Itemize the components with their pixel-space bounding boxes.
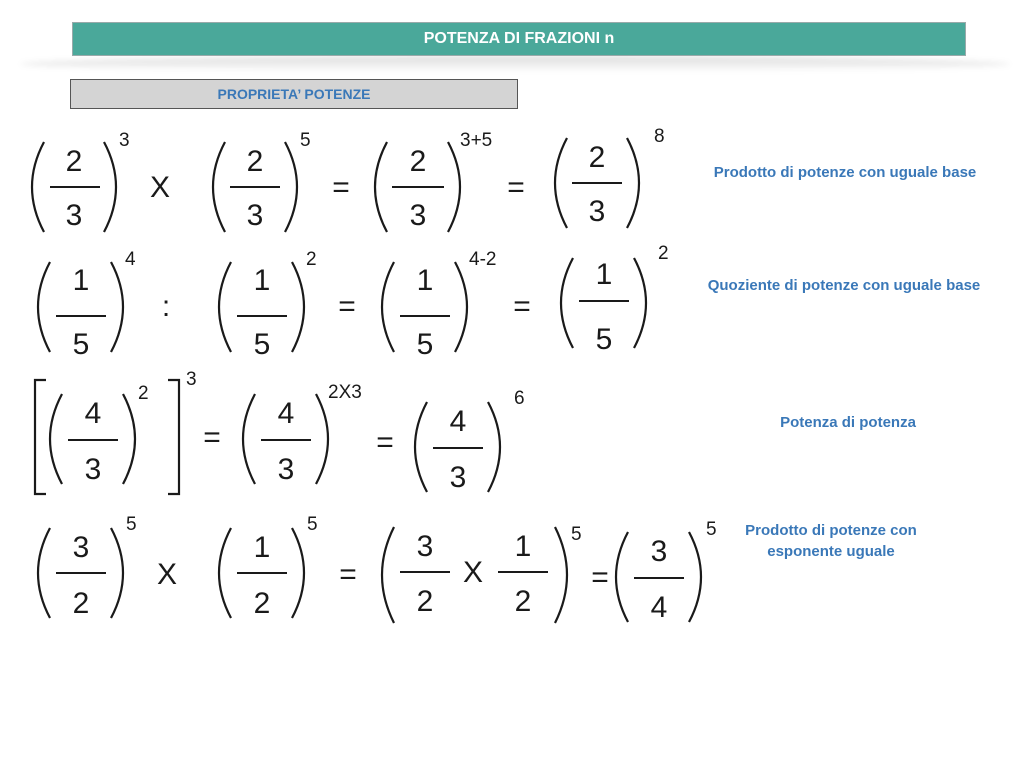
left-parenthesis bbox=[213, 142, 225, 232]
right-parenthesis bbox=[448, 142, 460, 232]
numerator: 2 bbox=[65, 145, 83, 178]
left-parenthesis bbox=[243, 394, 255, 484]
exponent: 8 bbox=[654, 126, 665, 147]
left-parenthesis bbox=[375, 142, 387, 232]
denominator: 3 bbox=[246, 199, 264, 232]
right-parenthesis bbox=[104, 142, 116, 232]
row-1-formula bbox=[32, 126, 665, 232]
numerator: 1 bbox=[72, 264, 90, 297]
fraction-3-4-fifth bbox=[616, 519, 717, 624]
fraction-1-5-fourth bbox=[38, 249, 136, 361]
numerator: 2 bbox=[409, 145, 427, 178]
left-parenthesis bbox=[219, 528, 231, 618]
left-parenthesis bbox=[616, 532, 628, 622]
exponent: 3+5 bbox=[460, 130, 493, 151]
right-square-bracket bbox=[168, 380, 179, 494]
right-parenthesis bbox=[627, 138, 639, 228]
numerator: 4 bbox=[277, 397, 295, 430]
numerator: 3 bbox=[650, 535, 668, 568]
exponent: 5 bbox=[706, 519, 717, 540]
denominator: 2 bbox=[416, 585, 434, 618]
fraction-1-5-difference-exponent bbox=[382, 249, 496, 361]
times-operator: X bbox=[149, 171, 171, 204]
exponent: 5 bbox=[126, 514, 137, 535]
fraction-4-3-product-exponent bbox=[243, 382, 362, 486]
fraction-1-5-squared bbox=[219, 249, 317, 361]
denominator: 2 bbox=[514, 585, 532, 618]
left-parenthesis bbox=[32, 142, 44, 232]
denominator: 5 bbox=[595, 323, 613, 356]
equals-sign: = bbox=[376, 426, 394, 459]
description-product-same-base: Prodotto di potenze con uguale base bbox=[713, 164, 977, 181]
right-parenthesis bbox=[285, 142, 297, 232]
left-parenthesis bbox=[38, 262, 50, 352]
right-parenthesis bbox=[292, 262, 304, 352]
right-parenthesis bbox=[689, 532, 701, 622]
section-label: PROPRIETA’ POTENZE bbox=[70, 79, 518, 109]
numerator: 1 bbox=[253, 264, 271, 297]
left-parenthesis bbox=[219, 262, 231, 352]
left-square-bracket bbox=[35, 380, 46, 494]
fraction-2-3-cubed bbox=[32, 130, 130, 232]
exponent: 2X3 bbox=[328, 382, 362, 403]
fraction-4-3-squared bbox=[50, 383, 149, 486]
equals-sign: = bbox=[513, 290, 531, 323]
denominator: 5 bbox=[416, 328, 434, 361]
right-parenthesis bbox=[455, 262, 467, 352]
numerator: 3 bbox=[416, 530, 434, 563]
exponent: 2 bbox=[138, 383, 149, 404]
fraction-1-2-fifth bbox=[219, 514, 318, 620]
page-title: POTENZA DI FRAZIONI n bbox=[72, 22, 966, 56]
equals-sign: = bbox=[332, 171, 350, 204]
fraction-2-3-eighth bbox=[555, 126, 665, 228]
numerator: 4 bbox=[84, 397, 102, 430]
left-parenthesis bbox=[415, 402, 427, 492]
numerator: 1 bbox=[253, 531, 271, 564]
exponent: 5 bbox=[307, 514, 318, 535]
right-parenthesis bbox=[111, 528, 123, 618]
description-line-1: Prodotto di potenze con bbox=[745, 522, 917, 539]
left-parenthesis bbox=[38, 528, 50, 618]
description-power-of-power: Potenza di potenza bbox=[780, 414, 916, 431]
exponent: 6 bbox=[514, 388, 525, 409]
left-parenthesis bbox=[382, 262, 394, 352]
description-line-2: esponente uguale bbox=[767, 543, 895, 560]
right-parenthesis bbox=[123, 394, 135, 484]
right-parenthesis bbox=[634, 258, 646, 348]
product-of-fractions-fifth bbox=[382, 524, 582, 623]
row-3-formula bbox=[35, 369, 525, 494]
numerator: 1 bbox=[514, 530, 532, 563]
description-product-same-exponent bbox=[726, 520, 936, 562]
exponent: 5 bbox=[300, 130, 311, 151]
left-parenthesis bbox=[555, 138, 567, 228]
numerator: 2 bbox=[246, 145, 264, 178]
fraction-2-3-fifth bbox=[213, 130, 311, 232]
numerator: 4 bbox=[449, 405, 467, 438]
denominator: 4 bbox=[650, 591, 668, 624]
right-parenthesis bbox=[555, 527, 567, 623]
equals-sign: = bbox=[203, 421, 221, 454]
fraction-4-3-sixth bbox=[415, 388, 525, 494]
numerator: 2 bbox=[588, 141, 606, 174]
denominator: 3 bbox=[449, 461, 467, 494]
exponent: 2 bbox=[658, 243, 669, 264]
exponent: 2 bbox=[306, 249, 317, 270]
row-4-formula bbox=[38, 514, 717, 624]
fraction-1-5-result bbox=[561, 243, 669, 356]
right-parenthesis bbox=[111, 262, 123, 352]
left-parenthesis bbox=[382, 527, 394, 623]
description-quotient-same-base: Quoziente di potenze con uguale base bbox=[707, 277, 981, 294]
denominator: 3 bbox=[588, 195, 606, 228]
equals-sign: = bbox=[591, 561, 609, 594]
divide-operator: : bbox=[161, 290, 171, 323]
equals-sign: = bbox=[338, 290, 356, 323]
left-parenthesis bbox=[50, 394, 62, 484]
times-operator: X bbox=[462, 556, 484, 589]
right-parenthesis bbox=[316, 394, 328, 484]
equals-sign: = bbox=[339, 558, 357, 591]
exponent: 4 bbox=[125, 249, 136, 270]
times-operator: X bbox=[156, 558, 178, 591]
denominator: 3 bbox=[65, 199, 83, 232]
denominator: 2 bbox=[72, 587, 90, 620]
fraction-3-2-fifth bbox=[38, 514, 137, 620]
numerator: 3 bbox=[72, 531, 90, 564]
denominator: 5 bbox=[72, 328, 90, 361]
equals-sign: = bbox=[507, 171, 525, 204]
denominator: 3 bbox=[277, 453, 295, 486]
exponent: 4-2 bbox=[469, 249, 497, 270]
right-parenthesis bbox=[292, 528, 304, 618]
row-2-formula bbox=[38, 243, 669, 361]
denominator: 3 bbox=[84, 453, 102, 486]
right-parenthesis bbox=[488, 402, 500, 492]
outer-exponent: 3 bbox=[186, 369, 197, 390]
numerator: 1 bbox=[595, 258, 613, 291]
exponent: 3 bbox=[119, 130, 130, 151]
fraction-2-3-sum-exponent bbox=[375, 130, 492, 232]
denominator: 5 bbox=[253, 328, 271, 361]
denominator: 3 bbox=[409, 199, 427, 232]
left-parenthesis bbox=[561, 258, 573, 348]
denominator: 2 bbox=[253, 587, 271, 620]
numerator: 1 bbox=[416, 264, 434, 297]
exponent: 5 bbox=[571, 524, 582, 545]
